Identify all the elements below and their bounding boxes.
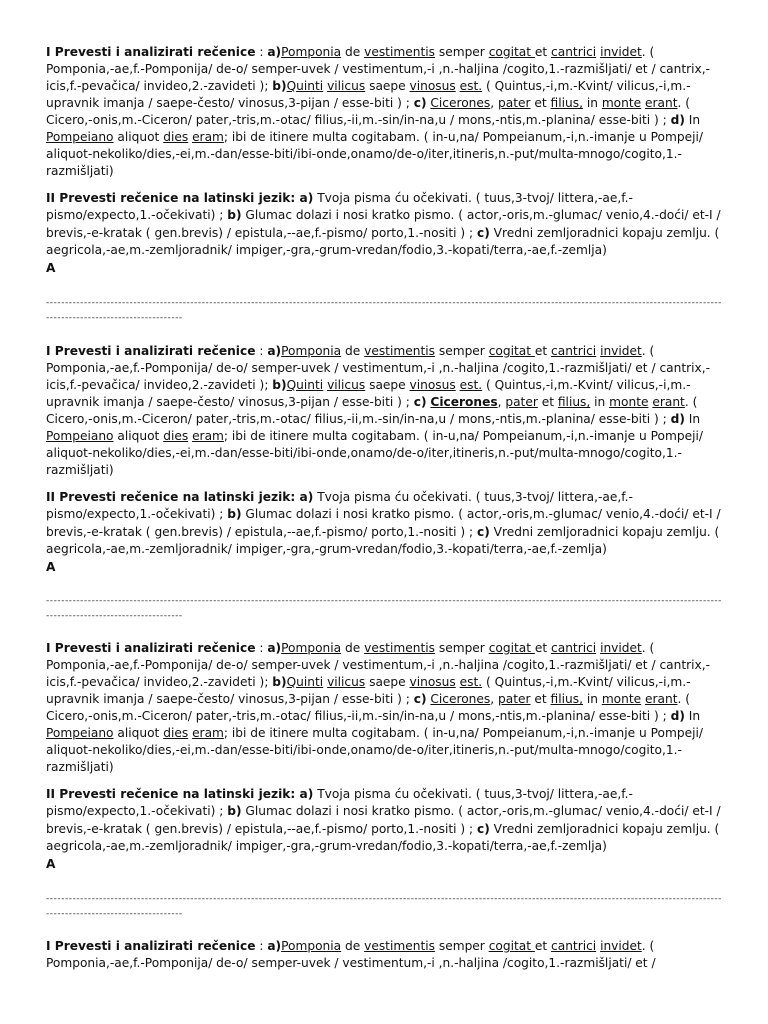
gloss-a: ( Pomponia,-ae,f.-Pomponija/ de-o/ semper-uvek / vestimentum,-i ,n.-haljina /cogito,1.-razmišljati/ et / [46, 939, 656, 970]
exercise-2-paragraph: II Prevesti rečenice na latinski jezik: a) Tvoja pisma ću očekivati. ( tuus,3-tvoj/ littera,-ae,f.-pismo/expecto,1.-očekivati) ; b) Glumac dolazi i nosi kratko pismo. ( actor,-oris,m.-glumac/ venio,4.-doći/ et-I / brevis,-e-kratak ( gen.brevis) / epistula,--ae,f.-pismo/ porto,1.-nositi ) ; c) Vredni zemljoradnici kopaju zemlju. ( aegricola,-ae,m.-zemljoradnik/ impiger,-gra,-grum-vredan/fodio,3.-kopati/terra,-ae,f.-zemlja) [46, 490, 721, 557]
exercise-block-1 [46, 44, 724, 277]
version-letter: A [46, 856, 56, 871]
gloss-a: ( Pomponia,-ae,f.-Pomponija/ de-o/ semper-uvek / vestimentum,-i ,n.-haljina /cogito,1.-razmišljati/ et / cantrix,-icis,f.-pevačica/ invideo,2.-zavideti ); [46, 45, 710, 93]
gloss-a: ( Pomponia,-ae,f.-Pomponija/ de-o/ semper-uvek / vestimentum,-i ,n.-haljina /cogito,1.-razmišljati/ et / cantrix,-icis,f.-pevačica/ invideo,2.-zavideti ); [46, 641, 710, 689]
exercise-1-paragraph: I Prevesti i analizirati rečenice : a)Pomponia de vestimentis semper cogitat et cantrici invidet. ( Pomponia,-ae,f.-Pomponija/ de-o/ semper-uvek / vestimentum,-i ,n.-haljina /cogito,1.-razmišljati/ et / cantrix,-icis,f.-pevačica/ invideo,2.-zavideti ); b)Quinti vilicus saepe vinosus est. ( Quintus,-i,m.-Kvint/ vilicus,-i,m.-upravnik imanja / saepe-često/ vinosus,3-pijan / esse-biti ) ; c) Cicerones, pater et filius, in monte erant. ( Cicero,-onis,m.-Ciceron/ pater,-tris,m.-otac/ filius,-ii,m.-sin/in-na,u / mons,-ntis,m.-planina/ esse-biti ) ; d) In Pompeiano aliquot dies eram; ibi de itinere multa cogitabam. ( in-u,na/ Pompeianum,-i,n.-imanje u Pompeji/ aliquot-nekoliko/dies,-ei,m.-dan/esse-biti/ibi-onde,onamo/de-o/iter,itineris,n.-put/multa-mnogo/cogito,1.-razmišljati) [46, 344, 710, 477]
separator-3: ---------------------------------------------------------------------------------------------------------------------------------------------------------------------------------------------------------------------- [46, 894, 722, 919]
exercise-2-paragraph: II Prevesti rečenice na latinski jezik: a) Tvoja pisma ću očekivati. ( tuus,3-tvoj/ littera,-ae,f.-pismo/expecto,1.-očekivati) ; b) Glumac dolazi i nosi kratko pismo. ( actor,-oris,m.-glumac/ venio,4.-doći/ et-I / brevis,-e-kratak ( gen.brevis) / epistula,--ae,f.-pismo/ porto,1.-nositi ) ; c) Vredni zemljoradnici kopaju zemlju. ( aegricola,-ae,m.-zemljoradnik/ impiger,-gra,-grum-vredan/fodio,3.-kopati/terra,-ae,f.-zemlja) [46, 787, 721, 854]
exercise-2-heading: II Prevesti rečenice na latinski jezik: [46, 787, 296, 801]
separator-2: ---------------------------------------------------------------------------------------------------------------------------------------------------------------------------------------------------------------------- [46, 596, 722, 621]
exercise-1-paragraph: I Prevesti i analizirati rečenice : a)Pomponia de vestimentis semper cogitat et cantrici invidet. ( Pomponia,-ae,f.-Pomponija/ de-o/ semper-uvek / vestimentum,-i ,n.-haljina /cogito,1.-razmišljati/ et / cantrix,-icis,f.-pevačica/ invideo,2.-zavideti ); b)Quinti vilicus saepe vinosus est. ( Quintus,-i,m.-Kvint/ vilicus,-i,m.-upravnik imanja / saepe-često/ vinosus,3-pijan / esse-biti ) ; c) Cicerones, pater et filius, in monte erant. ( Cicero,-onis,m.-Ciceron/ pater,-tris,m.-otac/ filius,-ii,m.-sin/in-na,u / mons,-ntis,m.-planina/ esse-biti ) ; d) In Pompeiano aliquot dies eram; ibi de itinere multa cogitabam. ( in-u,na/ Pompeianum,-i,n.-imanje u Pompeji/ aliquot-nekoliko/dies,-ei,m.-dan/esse-biti/ibi-onde,onamo/de-o/iter,itineris,n.-put/multa-mnogo/cogito,1.-razmišljati) [46, 45, 710, 178]
version-letter: A [46, 260, 56, 275]
exercise-1-heading: I Prevesti i analizirati rečenice [46, 344, 256, 358]
gloss-a: ( Pomponia,-ae,f.-Pomponija/ de-o/ semper-uvek / vestimentum,-i ,n.-haljina /cogito,1.-razmišljati/ et / cantrix,-icis,f.-pevačica/ invideo,2.-zavideti ); [46, 344, 710, 392]
exercise-1-paragraph: I Prevesti i analizirati rečenice : a)Pomponia de vestimentis semper cogitat et cantrici invidet. ( Pomponia,-ae,f.-Pomponija/ de-o/ semper-uvek / vestimentum,-i ,n.-haljina /cogito,1.-razmišljati/ et / [46, 939, 656, 970]
version-letter: A [46, 559, 56, 574]
exercise-2-heading: II Prevesti rečenice na latinski jezik: [46, 490, 296, 504]
exercise-1-heading: I Prevesti i analizirati rečenice [46, 45, 256, 59]
exercise-block-2 [46, 343, 724, 576]
exercise-1-paragraph: I Prevesti i analizirati rečenice : a)Pomponia de vestimentis semper cogitat et cantrici invidet. ( Pomponia,-ae,f.-Pomponija/ de-o/ semper-uvek / vestimentum,-i ,n.-haljina /cogito,1.-razmišljati/ et / cantrix,-icis,f.-pevačica/ invideo,2.-zavideti ); b)Quinti vilicus saepe vinosus est. ( Quintus,-i,m.-Kvint/ vilicus,-i,m.-upravnik imanja / saepe-često/ vinosus,3-pijan / esse-biti ) ; c) Cicerones, pater et filius, in monte erant. ( Cicero,-onis,m.-Ciceron/ pater,-tris,m.-otac/ filius,-ii,m.-sin/in-na,u / mons,-ntis,m.-planina/ esse-biti ) ; d) In Pompeiano aliquot dies eram; ibi de itinere multa cogitabam. ( in-u,na/ Pompeianum,-i,n.-imanje u Pompeji/ aliquot-nekoliko/dies,-ei,m.-dan/esse-biti/ibi-onde,onamo/de-o/iter,itineris,n.-put/multa-mnogo/cogito,1.-razmišljati) [46, 641, 710, 774]
exercise-1-heading: I Prevesti i analizirati rečenice [46, 641, 256, 655]
exercise-2-heading: II Prevesti rečenice na latinski jezik: [46, 191, 296, 205]
exercise-block-3 [46, 640, 724, 873]
exercise-2-paragraph: II Prevesti rečenice na latinski jezik: a) Tvoja pisma ću očekivati. ( tuus,3-tvoj/ littera,-ae,f.-pismo/expecto,1.-očekivati) ; b) Glumac dolazi i nosi kratko pismo. ( actor,-oris,m.-glumac/ venio,4.-doći/ et-I / brevis,-e-kratak ( gen.brevis) / epistula,--ae,f.-pismo/ porto,1.-nositi ) ; c) Vredni zemljoradnici kopaju zemlju. ( aegricola,-ae,m.-zemljoradnik/ impiger,-gra,-grum-vredan/fodio,3.-kopati/terra,-ae,f.-zemlja) [46, 191, 721, 258]
exercise-block-4 [46, 938, 724, 972]
separator-1: ---------------------------------------------------------------------------------------------------------------------------------------------------------------------------------------------------------------------- [46, 298, 722, 323]
exercise-1-heading: I Prevesti i analizirati rečenice [46, 939, 256, 953]
